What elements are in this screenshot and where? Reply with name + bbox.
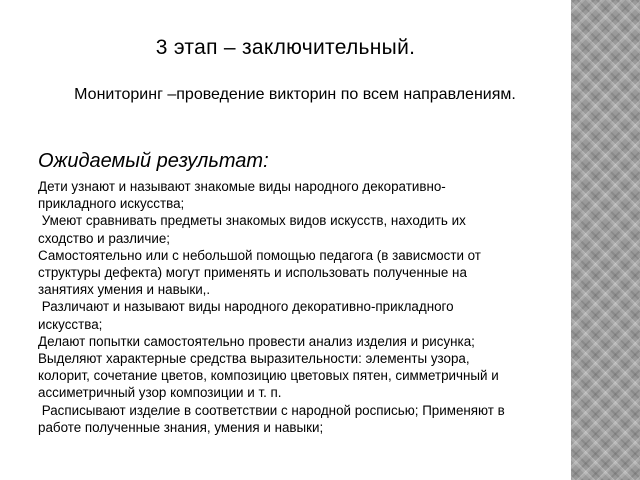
text-line: работе полученные знания, умения и навыки;	[38, 419, 324, 435]
text-line: колорит, сочетание цветов, композицию цветовых пятен, симметричный и	[38, 368, 499, 384]
text-line: прикладного искусства;	[38, 196, 185, 212]
text-line: Расписывают изделие в соответствии с народной росписью; Применяют в	[38, 402, 505, 418]
slide-subtitle: Мониторинг –проведение викторин по всем направлениям.	[74, 86, 516, 103]
slide-title: 3 этап – заключительный.	[155, 36, 416, 59]
text-line: занятиях умения и навыки,.	[38, 282, 211, 298]
text-line: ассиметричный узор композиции и т. п.	[38, 385, 282, 401]
text-line: искусства;	[38, 316, 103, 332]
expected-result-text	[38, 178, 553, 436]
text-line: Умеют сравнивать предметы знакомых видов искусств, находить их	[38, 213, 466, 229]
decorative-side-strip	[571, 0, 640, 480]
text-line: Дети узнают и называют знакомые виды народного декоративно-	[38, 179, 446, 194]
text-line: сходство и различие;	[38, 230, 171, 246]
expected-result-heading: Ожидаемый результат:	[38, 150, 269, 172]
text-line: Различают и называют виды народного декоративно-прикладного	[38, 299, 454, 315]
text-line: Самостоятельно или с небольшой помощью педагога (в зависмости от	[38, 247, 481, 263]
text-line: структуры дефекта) могут применять и использовать полученные на	[38, 265, 467, 281]
text-line: Делают попытки самостоятельно провести анализ изделия и рисунка;	[38, 333, 475, 349]
text-line: Выделяют характерные средства выразительности: элементы узора,	[38, 351, 470, 367]
